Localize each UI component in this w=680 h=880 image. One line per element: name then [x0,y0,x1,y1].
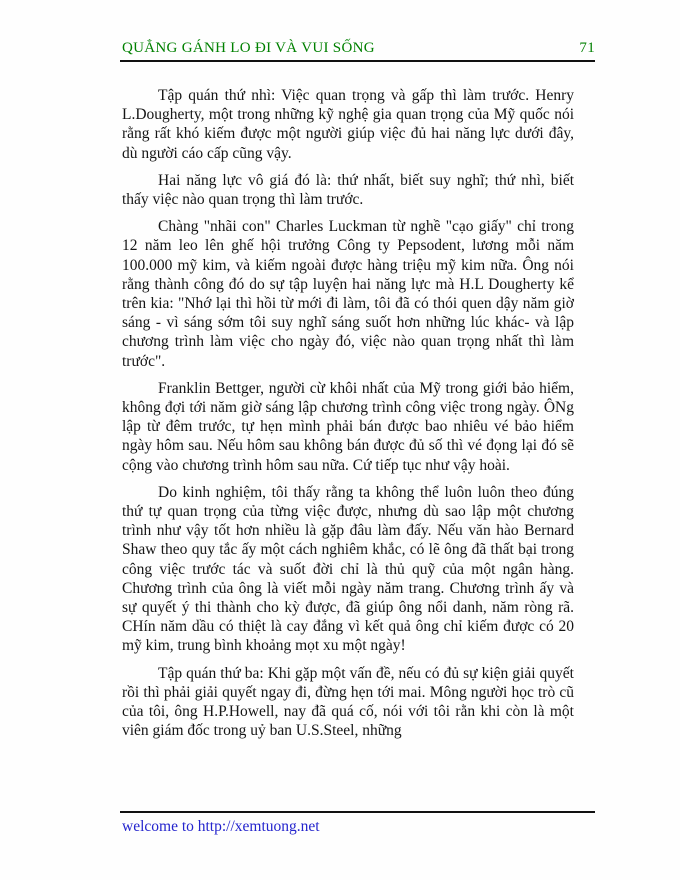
paragraph-franklin-bettger: Franklin Bettger, người cừ khôi nhất của Mỹ trong giới bảo hiểm, không đợi tới năm giờ sáng lập chương trình công việc trong ngày. ÔNg lập từ đêm trước, tự hẹn mình phải bán được bao nhiêu vé bảo hiểm ngày hôm sau. Nếu hôm sau không bán được đủ số thì vé đọng lại đó sẽ cộng vào chương trình hôm sau nữa. Cứ tiếp tục như vậy hoài. [122,379,574,474]
paragraph-two-abilities: Hai năng lực vô giá đó là: thứ nhất, biết suy nghĩ; thứ nhì, biết thấy việc nào quan trọng thì làm trước. [122,171,574,209]
footer-website-link[interactable]: welcome to http://xemtuong.net [122,818,320,835]
book-title: QUẲNG GÁNH LO ĐI VÀ VUI SỐNG [122,40,375,56]
page-header [122,40,595,57]
page-content [122,86,574,749]
paragraph-habit-two: Tập quán thứ nhì: Việc quan trọng và gấp thì làm trước. Henry L.Dougherty, một trong những kỹ nghệ gia quan trọng của Mỹ quốc nói rằng rất khó kiếm được một người giúp việc đủ hai năng lực dưới đây, dù người cáo cấp cũng vậy. [122,87,574,162]
paragraph-bernard-shaw: Do kinh nghiệm, tôi thấy rằng ta không thể luôn luôn theo đúng thứ tự quan trọng của từng việc được, nhưng dù sao lập một chương trình như vậy tốt hơn nhiều là gặp đâu làm đấy. Nếu văn hào Bernard Shaw theo quy tắc ấy một cách nghiêm khắc, có lẽ ông đã thất bại trong công việc trước tác và suốt đời chỉ là thủ quỹ của một ngân hàng. Chương trình của ông là viết mỗi ngày năm trang. Chương trình ấy và sự quyết ý thi thành cho kỳ được, đã giúp ông nổi danh, năm ròng rã. CHín năm dầu có thiệt là cay đắng vì kết quả ông chỉ kiếm được có 20 mỹ kim, trung bình khoảng mọt xu một ngày! [122,483,574,655]
footer-rule [120,811,595,813]
paragraph-habit-three: Tập quán thứ ba: Khi gặp một vấn đề, nếu có đủ sự kiện giải quyết rồi thì phải giải quyết ngay đi, đừng hẹn tới mai. Mông người học trò cũ của tôi, ông H.P.Howell, nay đã quá cố, nói với tôi rằn khi còn là một viên giám đốc trong uỷ ban U.S.Steel, những [122,664,574,740]
page-number: 71 [579,40,595,56]
header-rule [120,60,595,62]
paragraph-charles-luckman: Chàng "nhãi con" Charles Luckman từ nghề "cạo giấy" chỉ trong 12 năm leo lên ghế hội trưởng Công ty Pepsodent, lương mỗi năm 100.000 mỹ kim, và kiếm ngoài được hàng triệu mỹ kim nữa. Ông nói rằng thành công đó do sự tập luyện hai năng lực mà H.L Dougherty kể trên kia: "Nhớ lại thì hồi từ mới đi làm, tôi đã có thói quen dậy năm giờ sáng - vì sáng sớm tôi suy nghĩ sáng suốt hơn những lúc khác- và lập chương trình làm việc cho ngày đó, việc nào quan trọng nhất thì làm trước". [122,218,574,370]
